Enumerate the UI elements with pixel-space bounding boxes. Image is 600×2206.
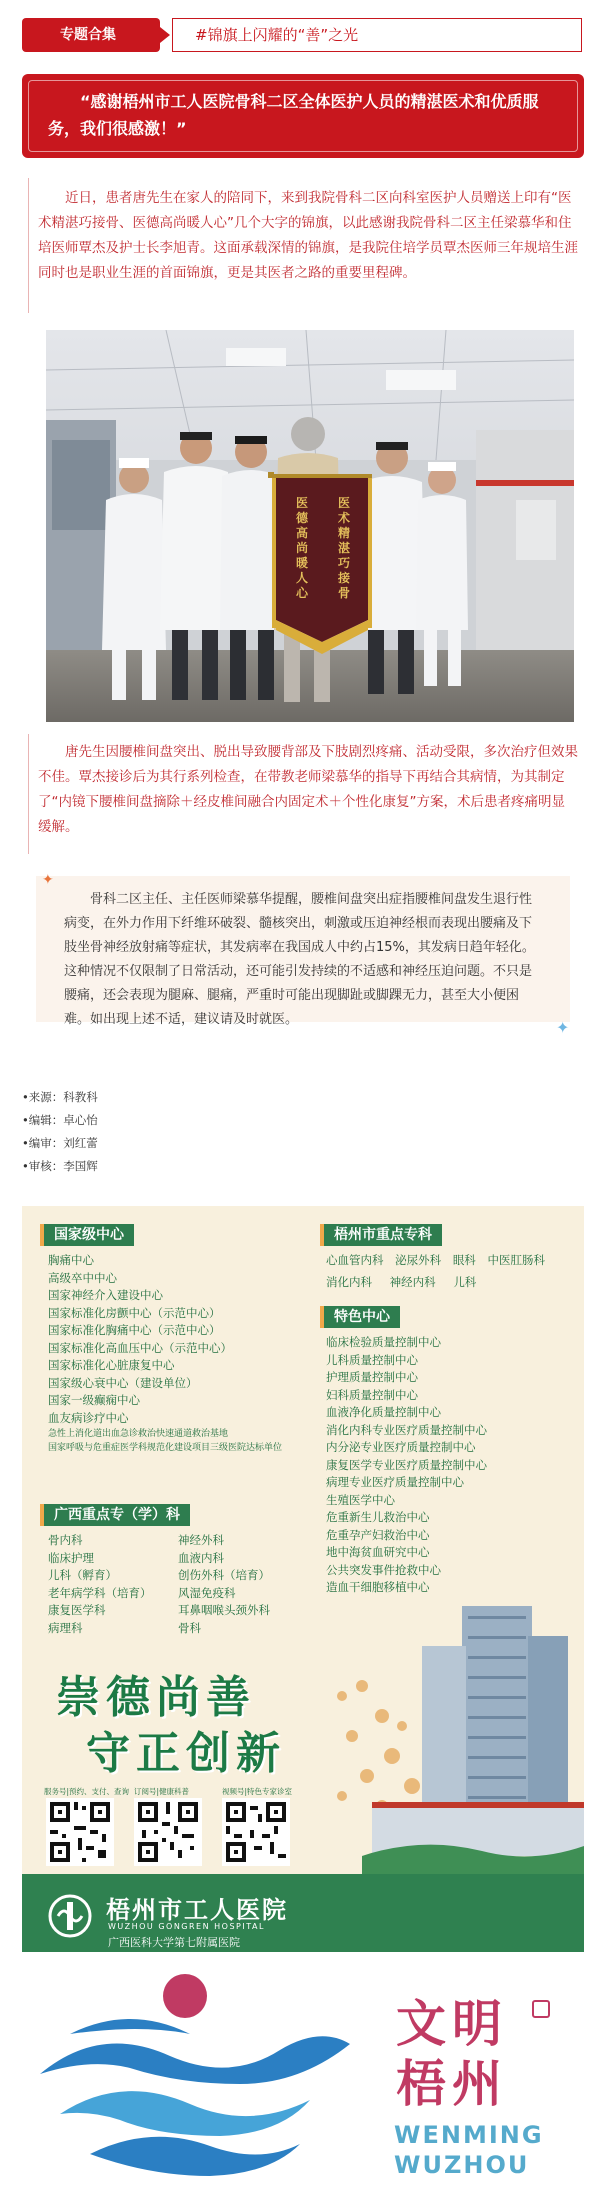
slogan-line-1: 崇德尚善 [56,1672,256,1723]
list-item: 儿科 [453,1274,477,1289]
health-tip-box [36,876,570,1027]
paragraph-accent-line [28,178,29,313]
tag-arrow-icon [160,27,170,43]
national-centers-list [48,1252,308,1455]
list-item: 骨科 [178,1620,201,1635]
wuzhou-key-specialties-header [320,1224,442,1246]
hospital-building-illustration [362,1606,584,1886]
list-row [326,1252,576,1270]
qr-icon [134,1798,202,1866]
list-item: 康复医学科 [48,1603,106,1617]
list-item: 临床护理 [48,1550,94,1565]
list-item: 中医肛肠科 [487,1253,545,1267]
wenming-en-line-2: WUZHOU [394,2151,530,2179]
silk-banner [268,472,372,654]
wenming-en-line-1: WENMING [394,2121,544,2149]
list-item: 危重孕产妇救治中心 [326,1527,430,1542]
special-centers-list [326,1334,576,1597]
list-item: 国家呼吸与危重症医学科规范化建设项目三级医院达标单位 [48,1443,283,1453]
sparkle-icon: ✦ [556,1018,570,1037]
hospital-name-en: WUZHOU GONGREN HOSPITAL [108,1922,265,1931]
list-item: 生殖医学中心 [326,1492,395,1507]
national-centers-title: 国家级中心 [54,1227,124,1243]
topic-hashtag-box[interactable] [172,18,582,52]
special-centers-title: 特色中心 [334,1309,390,1325]
photo-illustration [46,330,574,722]
list-item: 血液内科 [178,1550,224,1565]
topic-collection-label: 专题合集 [60,27,116,43]
qr-code-subscription[interactable] [134,1798,202,1866]
credit-reviewer: •编审：刘红蕾 [22,1136,98,1150]
paragraph-accent-line [28,734,29,854]
qr-code-service[interactable] [46,1798,114,1866]
guangxi-key-disciplines-title: 广西重点专（学）科 [54,1507,180,1523]
hospital-affiliation: 广西医科大学第七附属医院 [108,1936,240,1949]
list-item: 高级卒中中心 [48,1270,117,1285]
credit-editor: •编辑：卓心怡 [22,1113,98,1127]
brand-mark-icon [532,2000,550,2018]
hospital-slogan [56,1670,286,1782]
qr-code-video[interactable] [222,1798,290,1866]
list-item: 国家标准化胸痛中心（示范中心） [48,1323,221,1337]
list-item: 骨内科 [48,1533,83,1547]
sparkle-icon: ✦ [42,872,54,888]
list-item: 护理质量控制中心 [326,1370,418,1384]
credit-source: •来源：科教科 [22,1090,98,1104]
list-item: 心血管内科 [326,1253,384,1267]
thanks-quote-banner [22,74,584,158]
credits-block [22,1086,98,1178]
list-item: 造血干细胞移植中心 [326,1580,430,1594]
article-paragraph-1: 近日，患者唐先生在家人的陪同下，来到我院骨科二区向科室医护人员赠送上印有“医术精湛巧接骨、医德高尚暖人心”几个大字的锦旗，以此感谢我院骨科二区主任梁慕华和住培医师覃杰及护士长李旭青。这面承载深情的锦旗，是我院住培学员覃杰医师三年规培生涯同时也是职业生涯的首面锦旗，更是其医者之路的重要里程碑。 [38,190,578,281]
list-item: 消化内科专业医疗质量控制中心 [326,1422,487,1437]
list-item: 耳鼻咽喉头颈外科 [178,1603,270,1617]
credit-auditor: •审核：李国辉 [22,1159,98,1173]
slogan-line-2: 守正创新 [86,1728,286,1779]
quote-text: “感谢梧州市工人医院骨科二区全体医护人员的精湛医术和优质服务，我们很感激！” [48,92,539,138]
list-item: 血液净化质量控制中心 [326,1405,441,1419]
qr-label-video: 视频号|特色专家诊室 [222,1787,293,1796]
list-item: 国家标准化心脏康复中心 [48,1358,175,1372]
list-row [326,1274,576,1292]
list-item: 创伤外科（培育） [178,1568,270,1582]
topic-collection-tag[interactable] [22,18,160,52]
list-item: 妇科质量控制中心 [326,1387,418,1402]
list-item: 危重新生儿救治中心 [326,1510,430,1524]
topic-hashtag-label: #锦旗上闪耀的“善”之光 [195,26,359,44]
list-item: 儿科（孵育） [48,1568,117,1582]
list-item: 临床检验质量控制中心 [326,1335,441,1349]
qr-icon [222,1798,290,1866]
list-item: 病理专业医疗质量控制中心 [326,1475,464,1489]
list-item: 公共突发事件抢救中心 [326,1562,441,1577]
article-paragraph-2: 唐先生因腰椎间盘突出、脱出导致腰背部及下肢剧烈疼痛、活动受限，多次治疗但效果不佳。覃杰接诊后为其行系列检查，在带教老师梁慕华的指导下再结合其病情，为其制定了“内镜下腰椎间盘摘除＋经皮椎间融合内固定术＋个性化康复”方案，术后患者疼痛明显缓解。 [38,744,578,835]
hospital-name: 梧州市工人医院 [106,1896,288,1924]
list-item: 风湿免疫科 [178,1585,236,1600]
qr-label-subscription: 订阅号|健康科普 [134,1787,190,1796]
list-item: 神经内科 [389,1274,436,1289]
list-item: 地中海贫血研究中心 [326,1545,430,1559]
list-item: 血友病诊疗中心 [48,1410,129,1425]
hospital-poster [22,1206,584,1952]
list-item: 急性上消化道出血急诊救治快速通道救治基地 [48,1429,229,1439]
list-item: 泌尿外科 [395,1253,442,1267]
banner-text-line-2: 医德高尚暖人心 [296,496,309,600]
wenming-wuzhou-en [394,2120,544,2180]
hospital-logo-icon [48,1894,92,1938]
health-tip-text: 骨科二区主任、主任医师梁慕华提醒，腰椎间盘突出症指腰椎间盘发生退行性病变，在外力作用下纤维环破裂、髓核突出，刺激或压迫神经根而表现出腰痛及下肢坐骨神经放射痛等症状，其发病率在我国成人中约占15%，其发病日趋年轻化。这种情况不仅限制了日常活动，还可能引发持续的不适感和神经压迫问题。不只是腰痛，还会表现为腿麻、腿痛，严重时可能出现脚趾或脚踝无力，甚至大小便困难。如出现上述不适，建议请及时就医。 [64,892,535,1027]
qr-label-service: 服务号|预约、支付、查询 [44,1787,130,1796]
list-item: 国家一级癫痫中心 [48,1393,140,1407]
list-item: 国家神经介入建设中心 [48,1288,163,1302]
wenming-wuzhou-cn: 文明梧州 [396,1995,508,2113]
list-item: 消化内科 [326,1274,372,1289]
list-item: 眼科 [452,1253,476,1267]
list-item: 国家标准化高血压中心（示范中心） [48,1340,232,1355]
list-item: 儿科质量控制中心 [326,1352,418,1367]
special-centers-header [320,1306,400,1328]
list-item: 内分泌专业医疗质量控制中心 [326,1440,476,1454]
list-item: 康复医学专业医疗质量控制中心 [326,1457,487,1472]
banner-presentation-photo [46,330,574,722]
wenming-wuzhou-emblem-icon [30,1964,360,2184]
guangxi-list-col-2 [178,1532,318,1637]
qr-icon [46,1798,114,1866]
list-item: 国家级心衰中心（建设单位） [48,1375,198,1390]
list-item: 胸痛中心 [48,1253,94,1267]
guangxi-key-disciplines-header [40,1504,190,1526]
list-item: 国家标准化房颤中心（示范中心） [48,1305,221,1320]
wuzhou-specialties-list [326,1252,576,1291]
wuzhou-key-specialties-title: 梧州市重点专科 [334,1227,432,1243]
guangxi-list-col-1 [48,1532,168,1637]
national-centers-header [40,1224,134,1246]
banner-text-line-1: 医术精湛巧接骨 [338,496,351,600]
list-item: 神经外科 [178,1533,224,1547]
list-item: 病理科 [48,1620,83,1635]
list-item: 老年病学科（培育） [48,1585,152,1600]
